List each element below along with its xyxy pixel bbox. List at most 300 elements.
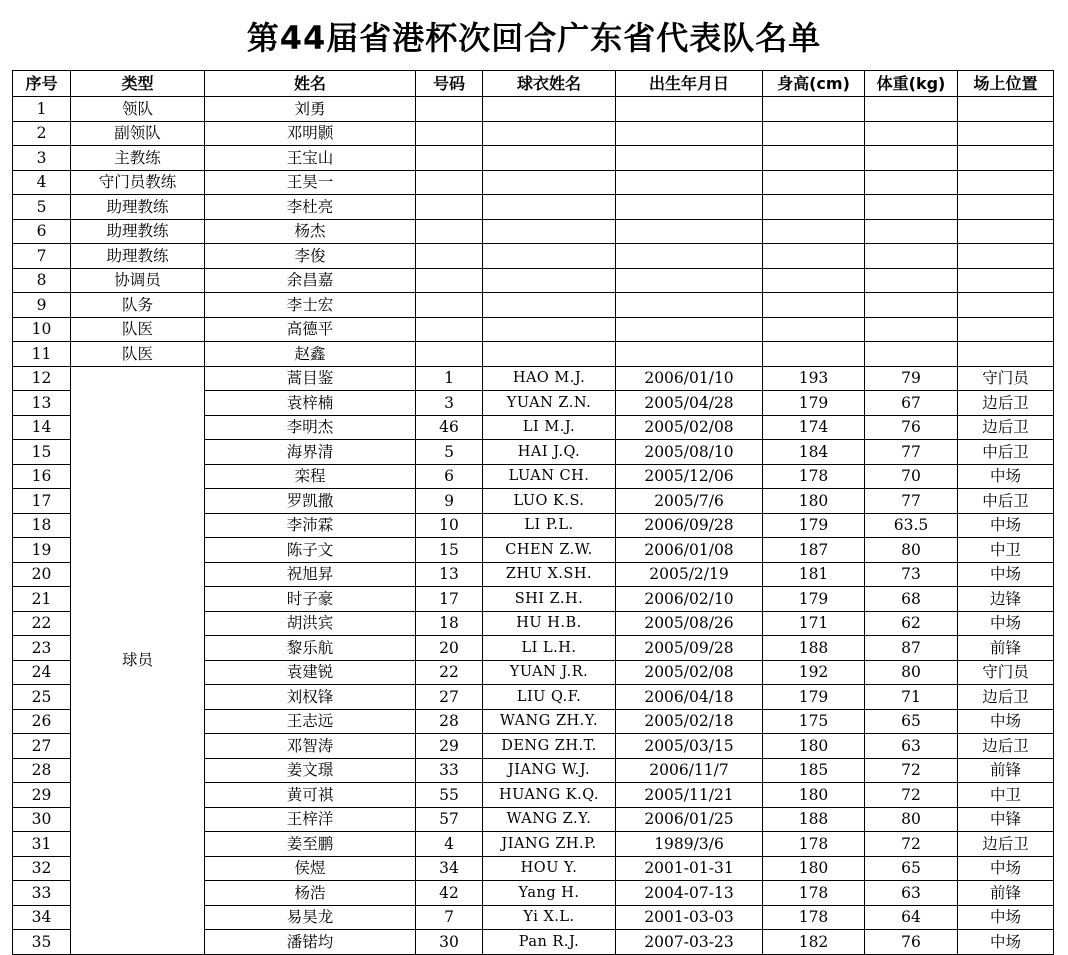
- row-name: 邓明颢: [205, 121, 416, 146]
- row-name: 李沛霖: [205, 513, 416, 538]
- row-height: 180: [763, 856, 865, 881]
- row-number: 29: [416, 734, 483, 759]
- row-height: 187: [763, 538, 865, 563]
- row-height: 180: [763, 489, 865, 514]
- row-number: 9: [416, 489, 483, 514]
- row-name: 时子豪: [205, 587, 416, 612]
- row-seq: 4: [13, 170, 71, 195]
- row-number: 13: [416, 562, 483, 587]
- row-position: 中场: [958, 709, 1054, 734]
- row-seq: 13: [13, 391, 71, 416]
- row-jersey-name: JIANG ZH.P.: [483, 832, 616, 857]
- row-height: [763, 244, 865, 269]
- row-name: 袁建锐: [205, 660, 416, 685]
- row-name: 姜至鹏: [205, 832, 416, 857]
- row-position: 中场: [958, 905, 1054, 930]
- table-row: [13, 170, 1054, 195]
- row-jersey-name: [483, 195, 616, 220]
- row-jersey-name: [483, 219, 616, 244]
- row-type: 助理教练: [71, 244, 205, 269]
- row-type: 守门员教练: [71, 170, 205, 195]
- row-position: 中后卫: [958, 440, 1054, 465]
- row-birthdate: [616, 121, 763, 146]
- row-jersey-name: [483, 170, 616, 195]
- row-height: [763, 170, 865, 195]
- row-number: 4: [416, 832, 483, 857]
- row-weight: 76: [865, 415, 958, 440]
- row-jersey-name: HAO M.J.: [483, 366, 616, 391]
- row-height: [763, 146, 865, 171]
- row-name: 黎乐航: [205, 636, 416, 661]
- table-row: [13, 195, 1054, 220]
- row-number: 20: [416, 636, 483, 661]
- row-position: [958, 244, 1054, 269]
- row-birthdate: 2001-01-31: [616, 856, 763, 881]
- row-position: 中场: [958, 562, 1054, 587]
- row-number: [416, 268, 483, 293]
- row-number: 10: [416, 513, 483, 538]
- row-birthdate: [616, 342, 763, 367]
- row-number: 46: [416, 415, 483, 440]
- row-type: 助理教练: [71, 219, 205, 244]
- row-weight: 68: [865, 587, 958, 612]
- row-height: 181: [763, 562, 865, 587]
- row-type: 主教练: [71, 146, 205, 171]
- row-name: 姜文璟: [205, 758, 416, 783]
- row-position: [958, 121, 1054, 146]
- row-birthdate: 2005/02/08: [616, 415, 763, 440]
- row-birthdate: [616, 170, 763, 195]
- row-jersey-name: DENG ZH.T.: [483, 734, 616, 759]
- row-birthdate: 2005/02/08: [616, 660, 763, 685]
- row-birthdate: [616, 293, 763, 318]
- row-jersey-name: [483, 342, 616, 367]
- row-type-players: 球员: [71, 366, 205, 954]
- row-name: 黄可祺: [205, 783, 416, 808]
- row-type: 助理教练: [71, 195, 205, 220]
- row-height: [763, 97, 865, 122]
- row-name: 李明杰: [205, 415, 416, 440]
- row-position: [958, 97, 1054, 122]
- row-jersey-name: CHEN Z.W.: [483, 538, 616, 563]
- row-weight: [865, 317, 958, 342]
- row-height: 188: [763, 636, 865, 661]
- row-name: 李杜亮: [205, 195, 416, 220]
- row-name: 杨浩: [205, 881, 416, 906]
- row-seq: 35: [13, 930, 71, 955]
- row-height: [763, 342, 865, 367]
- row-position: [958, 219, 1054, 244]
- row-position: 边后卫: [958, 685, 1054, 710]
- row-number: [416, 146, 483, 171]
- row-position: 边后卫: [958, 832, 1054, 857]
- row-weight: [865, 97, 958, 122]
- row-name: 杨杰: [205, 219, 416, 244]
- row-seq: 3: [13, 146, 71, 171]
- row-height: 171: [763, 611, 865, 636]
- row-name: 余昌嘉: [205, 268, 416, 293]
- row-number: 34: [416, 856, 483, 881]
- row-birthdate: [616, 244, 763, 269]
- row-weight: [865, 121, 958, 146]
- row-position: 守门员: [958, 660, 1054, 685]
- row-number: [416, 97, 483, 122]
- row-position: 中场: [958, 856, 1054, 881]
- row-jersey-name: YUAN Z.N.: [483, 391, 616, 416]
- table-row: [13, 317, 1054, 342]
- row-birthdate: [616, 219, 763, 244]
- table-row: [13, 342, 1054, 367]
- header-height: 身高(cm): [763, 71, 865, 97]
- row-weight: 73: [865, 562, 958, 587]
- row-number: [416, 293, 483, 318]
- row-height: 178: [763, 881, 865, 906]
- row-position: [958, 268, 1054, 293]
- header-position: 场上位置: [958, 71, 1054, 97]
- row-number: 1: [416, 366, 483, 391]
- row-seq: 2: [13, 121, 71, 146]
- row-number: 57: [416, 807, 483, 832]
- row-jersey-name: Pan R.J.: [483, 930, 616, 955]
- row-number: [416, 219, 483, 244]
- row-weight: 80: [865, 538, 958, 563]
- row-jersey-name: HU H.B.: [483, 611, 616, 636]
- row-birthdate: 2005/12/06: [616, 464, 763, 489]
- row-number: 55: [416, 783, 483, 808]
- row-weight: 77: [865, 440, 958, 465]
- row-number: 22: [416, 660, 483, 685]
- row-seq: 21: [13, 587, 71, 612]
- row-height: 179: [763, 513, 865, 538]
- row-height: 193: [763, 366, 865, 391]
- row-jersey-name: LI L.H.: [483, 636, 616, 661]
- row-seq: 34: [13, 905, 71, 930]
- table-row: [13, 97, 1054, 122]
- row-seq: 8: [13, 268, 71, 293]
- row-weight: 63.5: [865, 513, 958, 538]
- row-seq: 22: [13, 611, 71, 636]
- table-row: [13, 146, 1054, 171]
- row-jersey-name: ZHU X.SH.: [483, 562, 616, 587]
- row-number: 30: [416, 930, 483, 955]
- row-birthdate: 2001-03-03: [616, 905, 763, 930]
- row-jersey-name: Yi X.L.: [483, 905, 616, 930]
- row-seq: 29: [13, 783, 71, 808]
- row-birthdate: [616, 195, 763, 220]
- row-name: 王昊一: [205, 170, 416, 195]
- row-height: 180: [763, 783, 865, 808]
- row-type: 协调员: [71, 268, 205, 293]
- row-position: [958, 317, 1054, 342]
- row-weight: [865, 146, 958, 171]
- row-birthdate: [616, 97, 763, 122]
- row-jersey-name: [483, 121, 616, 146]
- row-number: [416, 317, 483, 342]
- row-weight: 87: [865, 636, 958, 661]
- row-height: 179: [763, 587, 865, 612]
- row-jersey-name: [483, 244, 616, 269]
- row-name: 栾程: [205, 464, 416, 489]
- row-number: 5: [416, 440, 483, 465]
- row-seq: 7: [13, 244, 71, 269]
- row-seq: 18: [13, 513, 71, 538]
- table-row: [13, 219, 1054, 244]
- header-row: [13, 71, 1054, 97]
- row-birthdate: 2006/11/7: [616, 758, 763, 783]
- row-position: 前锋: [958, 636, 1054, 661]
- row-type: 队医: [71, 342, 205, 367]
- row-position: 中场: [958, 611, 1054, 636]
- row-weight: 70: [865, 464, 958, 489]
- page-title: 第44届省港杯次回合广东省代表队名单: [246, 19, 822, 57]
- row-seq: 27: [13, 734, 71, 759]
- row-type: 副领队: [71, 121, 205, 146]
- row-position: 中场: [958, 930, 1054, 955]
- row-birthdate: 2006/04/18: [616, 685, 763, 710]
- row-weight: [865, 195, 958, 220]
- row-height: 182: [763, 930, 865, 955]
- row-birthdate: 2007-03-23: [616, 930, 763, 955]
- row-birthdate: 2005/08/10: [616, 440, 763, 465]
- table-row: [13, 268, 1054, 293]
- row-name: 罗凯撒: [205, 489, 416, 514]
- row-position: 中卫: [958, 783, 1054, 808]
- row-weight: [865, 268, 958, 293]
- row-jersey-name: [483, 268, 616, 293]
- row-jersey-name: LUAN CH.: [483, 464, 616, 489]
- row-weight: [865, 219, 958, 244]
- row-jersey-name: [483, 293, 616, 318]
- row-number: 33: [416, 758, 483, 783]
- row-weight: 62: [865, 611, 958, 636]
- table-row: [13, 366, 1054, 391]
- row-seq: 5: [13, 195, 71, 220]
- row-jersey-name: YUAN J.R.: [483, 660, 616, 685]
- row-number: 42: [416, 881, 483, 906]
- row-seq: 1: [13, 97, 71, 122]
- row-jersey-name: LI M.J.: [483, 415, 616, 440]
- header-name: 姓名: [205, 71, 416, 97]
- row-name: 王志远: [205, 709, 416, 734]
- row-name: 刘权锋: [205, 685, 416, 710]
- row-type: 队务: [71, 293, 205, 318]
- header-type: 类型: [71, 71, 205, 97]
- row-name: 易昊龙: [205, 905, 416, 930]
- row-height: [763, 219, 865, 244]
- row-number: 27: [416, 685, 483, 710]
- header-number: 号码: [416, 71, 483, 97]
- row-weight: 76: [865, 930, 958, 955]
- row-birthdate: 2006/02/10: [616, 587, 763, 612]
- table-row: [13, 293, 1054, 318]
- table-row: [13, 244, 1054, 269]
- row-height: 179: [763, 391, 865, 416]
- row-jersey-name: LIU Q.F.: [483, 685, 616, 710]
- row-position: 前锋: [958, 881, 1054, 906]
- row-seq: 32: [13, 856, 71, 881]
- row-name: 祝旭昇: [205, 562, 416, 587]
- row-seq: 14: [13, 415, 71, 440]
- row-birthdate: 2005/2/19: [616, 562, 763, 587]
- row-position: [958, 170, 1054, 195]
- row-position: 中后卫: [958, 489, 1054, 514]
- row-seq: 28: [13, 758, 71, 783]
- row-birthdate: 2005/08/26: [616, 611, 763, 636]
- row-height: [763, 121, 865, 146]
- row-weight: [865, 342, 958, 367]
- row-height: [763, 317, 865, 342]
- row-birthdate: 2005/03/15: [616, 734, 763, 759]
- row-number: [416, 195, 483, 220]
- row-height: [763, 293, 865, 318]
- row-birthdate: 2005/09/28: [616, 636, 763, 661]
- row-height: 188: [763, 807, 865, 832]
- row-seq: 30: [13, 807, 71, 832]
- row-seq: 33: [13, 881, 71, 906]
- row-name: 王梓洋: [205, 807, 416, 832]
- header-birthdate: 出生年月日: [616, 71, 763, 97]
- row-name: 李俊: [205, 244, 416, 269]
- roster-body: [13, 97, 1054, 955]
- row-name: 海界清: [205, 440, 416, 465]
- row-position: 中场: [958, 513, 1054, 538]
- row-number: 6: [416, 464, 483, 489]
- row-jersey-name: HUANG K.Q.: [483, 783, 616, 808]
- row-jersey-name: [483, 146, 616, 171]
- row-seq: 31: [13, 832, 71, 857]
- row-seq: 16: [13, 464, 71, 489]
- row-number: [416, 244, 483, 269]
- table-row: [13, 121, 1054, 146]
- row-height: 192: [763, 660, 865, 685]
- row-weight: 67: [865, 391, 958, 416]
- row-weight: 63: [865, 881, 958, 906]
- row-position: 边后卫: [958, 391, 1054, 416]
- row-name: 李士宏: [205, 293, 416, 318]
- row-weight: 77: [865, 489, 958, 514]
- row-height: 179: [763, 685, 865, 710]
- row-jersey-name: JIANG W.J.: [483, 758, 616, 783]
- row-name: 邓智涛: [205, 734, 416, 759]
- row-birthdate: 2005/11/21: [616, 783, 763, 808]
- row-seq: 23: [13, 636, 71, 661]
- row-weight: [865, 293, 958, 318]
- row-jersey-name: HOU Y.: [483, 856, 616, 881]
- row-birthdate: 2004-07-13: [616, 881, 763, 906]
- row-weight: 72: [865, 758, 958, 783]
- row-position: 守门员: [958, 366, 1054, 391]
- header-seq: 序号: [13, 71, 71, 97]
- row-position: [958, 293, 1054, 318]
- row-number: 18: [416, 611, 483, 636]
- row-name: 袁梓楠: [205, 391, 416, 416]
- row-seq: 25: [13, 685, 71, 710]
- row-weight: [865, 244, 958, 269]
- row-number: 17: [416, 587, 483, 612]
- row-height: 178: [763, 905, 865, 930]
- row-seq: 11: [13, 342, 71, 367]
- row-number: 3: [416, 391, 483, 416]
- row-position: 边锋: [958, 587, 1054, 612]
- row-birthdate: 2006/01/25: [616, 807, 763, 832]
- row-name: 陈子文: [205, 538, 416, 563]
- row-number: [416, 170, 483, 195]
- row-height: 180: [763, 734, 865, 759]
- row-position: 边后卫: [958, 415, 1054, 440]
- row-jersey-name: LI P.L.: [483, 513, 616, 538]
- row-name: 刘勇: [205, 97, 416, 122]
- row-weight: 79: [865, 366, 958, 391]
- row-position: [958, 146, 1054, 171]
- row-weight: 80: [865, 660, 958, 685]
- row-seq: 17: [13, 489, 71, 514]
- row-jersey-name: SHI Z.H.: [483, 587, 616, 612]
- row-birthdate: 1989/3/6: [616, 832, 763, 857]
- row-height: 184: [763, 440, 865, 465]
- row-number: 15: [416, 538, 483, 563]
- row-weight: 64: [865, 905, 958, 930]
- row-birthdate: 2005/02/18: [616, 709, 763, 734]
- row-position: 中锋: [958, 807, 1054, 832]
- row-weight: 72: [865, 783, 958, 808]
- row-height: 175: [763, 709, 865, 734]
- row-weight: 63: [865, 734, 958, 759]
- row-jersey-name: [483, 97, 616, 122]
- row-birthdate: 2006/01/10: [616, 366, 763, 391]
- row-seq: 12: [13, 366, 71, 391]
- row-birthdate: [616, 146, 763, 171]
- row-jersey-name: WANG Z.Y.: [483, 807, 616, 832]
- row-weight: 65: [865, 856, 958, 881]
- row-jersey-name: [483, 317, 616, 342]
- row-number: 7: [416, 905, 483, 930]
- row-number: [416, 342, 483, 367]
- row-name: 侯煜: [205, 856, 416, 881]
- row-name: 高德平: [205, 317, 416, 342]
- row-name: 胡洪宾: [205, 611, 416, 636]
- row-birthdate: 2006/09/28: [616, 513, 763, 538]
- row-position: [958, 342, 1054, 367]
- row-birthdate: 2005/7/6: [616, 489, 763, 514]
- row-seq: 9: [13, 293, 71, 318]
- row-jersey-name: HAI J.Q.: [483, 440, 616, 465]
- row-seq: 26: [13, 709, 71, 734]
- roster-table: [12, 70, 1054, 955]
- row-birthdate: 2006/01/08: [616, 538, 763, 563]
- row-weight: 71: [865, 685, 958, 710]
- row-jersey-name: Yang H.: [483, 881, 616, 906]
- header-weight: 体重(kg): [865, 71, 958, 97]
- row-position: [958, 195, 1054, 220]
- row-seq: 19: [13, 538, 71, 563]
- row-height: 178: [763, 832, 865, 857]
- row-birthdate: 2005/04/28: [616, 391, 763, 416]
- row-name: 赵鑫: [205, 342, 416, 367]
- row-position: 中场: [958, 464, 1054, 489]
- row-number: [416, 121, 483, 146]
- row-jersey-name: WANG ZH.Y.: [483, 709, 616, 734]
- row-number: 28: [416, 709, 483, 734]
- row-seq: 24: [13, 660, 71, 685]
- row-height: 178: [763, 464, 865, 489]
- row-weight: 80: [865, 807, 958, 832]
- row-birthdate: [616, 317, 763, 342]
- header-jersey-name: 球衣姓名: [483, 71, 616, 97]
- row-position: 中卫: [958, 538, 1054, 563]
- row-type: 队医: [71, 317, 205, 342]
- row-seq: 15: [13, 440, 71, 465]
- row-name: 潘锘均: [205, 930, 416, 955]
